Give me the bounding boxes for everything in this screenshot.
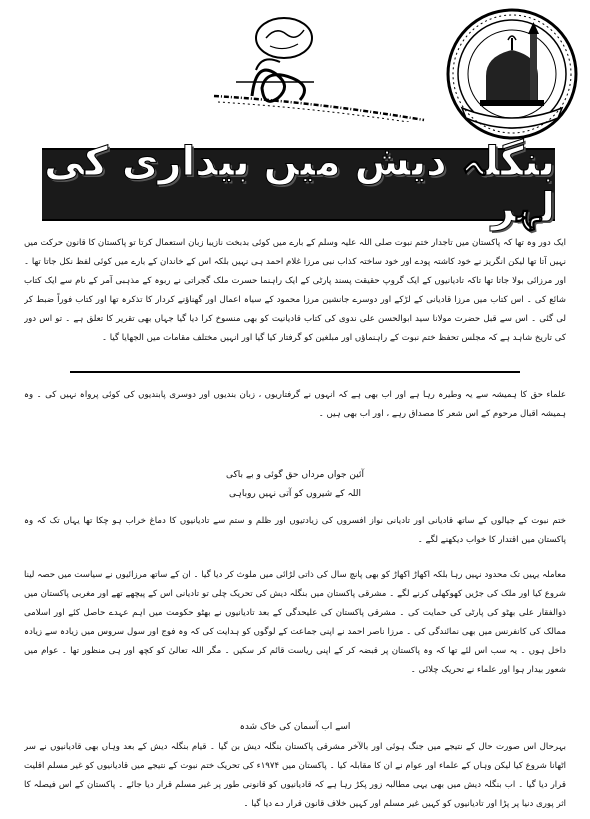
paragraph-4: معاملہ یہیں تک محدود نہیں رہا بلکہ اکھاڑ اکھاڑ کو بھی پانچ سال کی ذاتی لڑائی میں ملوث کر دیا گیا ۔ ان کے ساتھ مرزائیوں نے سیاست میں حصہ لینا شروع کیا اور ملک کی جڑیں کھوکھلی کرنے لگے ۔ مشرقی پاکستان میں بنگلہ دیش کی تحریک چلی تو تادیانی اس کے پیچھے تھے اور مغربی پاکستان میں ذوالفقار علی بھٹو کی پارٹی کی حمایت کی ۔ مشرقی پاکستان کی علیحدگی کے بعد تادیانیوں نے بھٹو حکومت میں اہم عہدے حاصل کئے اور اسلامی ممالک کی کانفرنس میں بھی نمائندگی کی ۔ مرزا ناصر احمد نے اپنی جماعت کے لوگوں کو ہدایت کی کہ وہ فوج اور سول سروس میں زیادہ سے زیادہ داخل ہوں ۔ یہ سب اس لئے تھا کہ وہ پاکستان پر قبضہ کر کے اپنی ریاست قائم کر سکیں ۔ مگر اللہ تعالیٰ کو کچھ اور ہی منظور تھا ۔ عوام میں شعور بیدار ہوا اور علماء نے تحریک چلائی ۔ — [24, 570, 566, 675]
verse-line-1: آئین جواں مرداں حق گوئی و بے باکی — [226, 470, 364, 480]
title-banner — [42, 138, 555, 231]
banner-title: بنگلہ دیش میں بیداری کی لہر — [44, 138, 555, 231]
verse-line-3: اسے اب آسمان کی خاک شدہ — [239, 722, 351, 732]
paragraph-2: علماء حق کا ہمیشہ سے یہ وطیرہ رہا ہے اور اب بھی ہے کہ انہوں نے گرفتاریوں ، زبان بندیوں اور دوسری پابندیوں کی کوئی پرواہ نہیں کی ۔ وہ ہمیشہ اقبال مرحوم کے اس شعر کا مصداق رہے ، اور اب بھی ہیں ۔ — [24, 390, 566, 419]
calligraphy-svg — [196, 4, 428, 122]
seal-emblem-svg — [442, 4, 582, 146]
paragraph-5: بہرحال اس صورت حال کے نتیجے میں جنگ ہوئی اور بالآخر مشرقی پاکستان بنگلہ دیش بن گیا ۔ قیام بنگلہ دیش کے بعد وہاں بھی قادیانیوں نے سر اٹھانا شروع کیا لیکن وہاں کے علماء اور عوام نے ان کا مقابلہ کیا ۔ پاکستان میں ۱۹۷۴ء کی تحریک ختم نبوت کے نتیجے میں قادیانیوں کو غیر مسلم اقلیت قرار دیا گیا ۔ اب بنگلہ دیش میں بھی یہی مطالبہ زور پکڑ رہا ہے کہ قادیانیوں کو قانونی طور پر غیر مسلم قرار دیا جائے ۔ پاکستان کے اس فیصلہ کا اثر پوری دنیا پر پڑا اور تادیانیوں کو کہیں غیر مسلم اور کہیں خلاف قانون قرار دے دیا گیا ۔ — [24, 742, 566, 809]
seal-emblem-icon — [442, 4, 582, 146]
paragraph-1: ایک دور وہ تھا کہ پاکستان میں تاجدار ختم نبوت صلی اللہ علیہ وسلم کے بارے میں کوئی بدبخت نازیبا زبان استعمال کرتا تو پاکستان کا قانون حرکت میں نہیں آتا تھا لیکن انگریز نے خود کاشتہ پودے اور خود ساختہ کذاب نبی مرزا غلام احمد ہی نہیں بلکہ اس کے خاندان کے بارے میں کوئی لفظ نکل جاتا تھا ۔ اور مرزائی بولا جاتا تھا تاکہ تادیانیوں کے ایک گروپ حقیقت پسند پارٹی کے ایک راہنما حسرت ملک گجراتی نے ربوہ کے مذہبی آمر کے نام سے ایک کتاب شائع کی ۔ اس کتاب میں مرزا قادیانی کے لڑکے اور دوسرے جانشین مرزا محمود کے سیاہ اعمال اور گھناؤنے کردار کا تذکرہ تھا اور کتاب فوراً ضبط کر لی گئی ۔ اس سے قبل حضرت مولانا سید ابوالحسن علی ندوی کی کتاب قادیانیت کو بھی منسوخ کرا دیا گیا جہاں بھی تقریر کا تعلق ہے ۔ تو اس دور کی تاریخ شاہد ہے کہ مجلس تحفظ ختم نبوت کے راہنماؤں اور مبلغین کو گرفتار کیا گیا اور انہیں مختلف مقامات میں الجھایا گیا ۔ — [24, 238, 566, 343]
verse-line-2: اللہ کے شیروں کو آتی نہیں روباہی — [229, 489, 361, 499]
section-divider — [70, 371, 520, 373]
calligraphy-emblem-icon — [196, 4, 428, 122]
paragraph-3: ختم نبوت کے جیالوں کے ساتھ قادیانی اور تادیانی نواز افسروں کی زیادتیوں اور ظلم و ستم سے تادیانیوں کا دماغ خراب ہو چکا تھا یہاں تک کہ وہ پاکستان میں اقتدار کا خواب دیکھنے لگے ۔ — [24, 516, 566, 545]
